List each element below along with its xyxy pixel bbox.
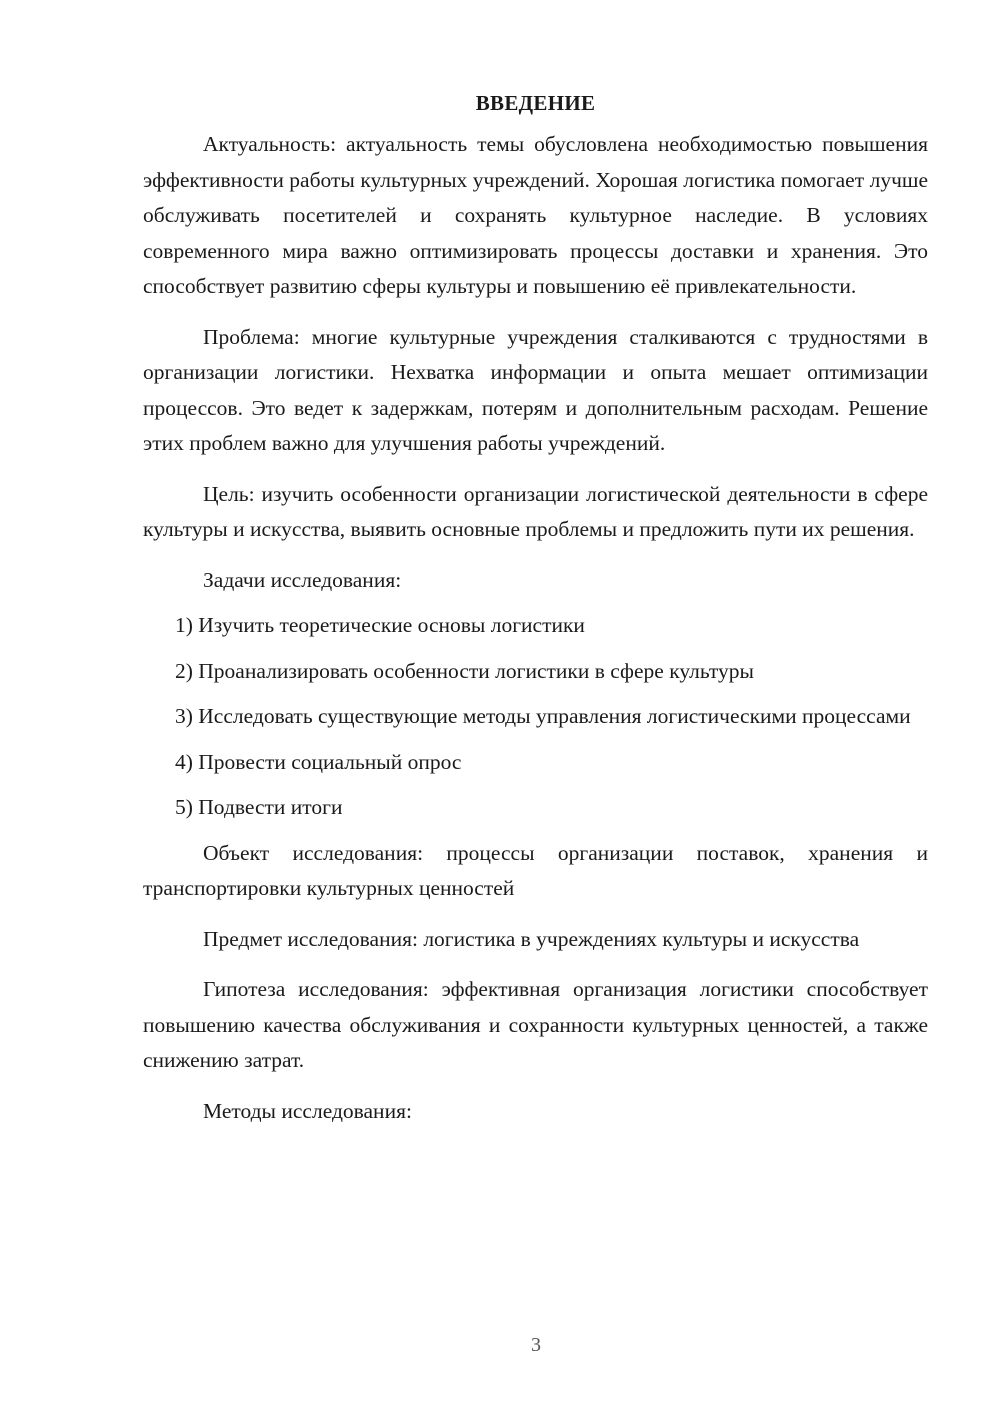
subject-paragraph: Предмет исследования: логистика в учреждениях культуры и искусства xyxy=(203,926,860,951)
list-item: 2) Проанализировать особенности логистики в сфере культуры xyxy=(175,658,754,683)
list-item: 4) Провести социальный опрос xyxy=(175,749,462,774)
list-item: 5) Подвести итоги xyxy=(175,795,343,819)
relevance-paragraph: Актуальность: актуальность темы обусловлена необходимостью повышения эффективности работы культурных учреждений. Хорошая логистика помогает лучше обслуживать посетителей и сохранять культурное наследие. В условиях современного мира важно оптимизировать процессы доставки и хранения. Это способствует развитию сферы культуры и повышению её привлекательности. xyxy=(143,132,928,298)
list-item: 3) Исследовать существующие методы управления логистическими процессами xyxy=(175,704,911,728)
methods-heading: Методы исследования: xyxy=(203,1098,412,1123)
goal-paragraph: Цель: изучить особенности организации логистической деятельности в сфере культуры и искусства, выявить основные проблемы и предложить пути их решения. xyxy=(143,481,928,541)
tasks-heading: Задачи исследования: xyxy=(203,567,402,592)
tasks-list xyxy=(143,608,928,826)
document-heading: ВВЕДЕНИЕ xyxy=(475,91,596,115)
list-item: 1) Изучить теоретические основы логистики xyxy=(175,613,585,637)
problem-paragraph: Проблема: многие культурные учреждения сталкиваются с трудностями в организации логистики. Нехватка информации и опыта мешает оптимизации процессов. Это ведет к задержкам, потерям и дополнительным расходам. Решение этих проблем важно для улучшения работы учреждений. xyxy=(143,324,928,455)
hypothesis-paragraph: Гипотеза исследования: эффективная организация логистики способствует повышению качества обслуживания и сохранности культурных ценностей, а также снижению затрат. xyxy=(143,977,928,1072)
page-number: 3 xyxy=(531,1334,541,1356)
object-paragraph: Объект исследования: процессы организации поставок, хранения и транспортировки культурных ценностей xyxy=(143,840,928,900)
document-page xyxy=(143,88,928,1144)
